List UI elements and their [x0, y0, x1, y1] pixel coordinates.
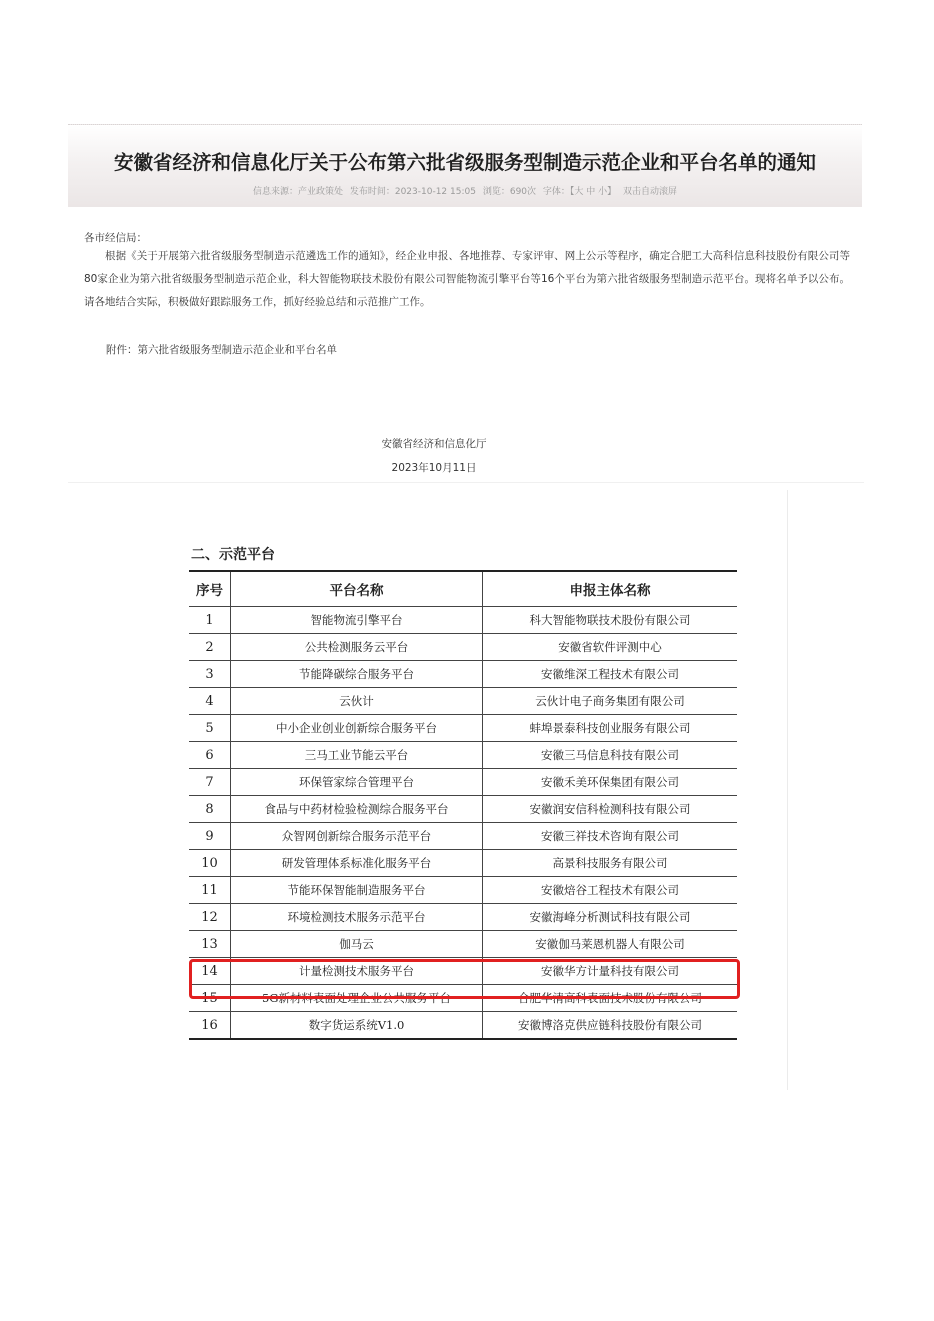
- row-platform: 中小企业创业创新综合服务平台: [231, 715, 483, 742]
- row-company: 安徽维深工程技术有限公司: [483, 661, 738, 688]
- row-seq: 9: [189, 823, 231, 850]
- row-platform: 智能物流引擎平台: [231, 607, 483, 634]
- row-company: 安徽润安信科检测科技有限公司: [483, 796, 738, 823]
- row-company: 安徽三马信息科技有限公司: [483, 742, 738, 769]
- view-count: 浏览：690次: [482, 187, 537, 197]
- salutation: 各市经信局：: [84, 232, 147, 244]
- attachment-link[interactable]: 附件：第六批省级服务型制造示范企业和平台名单: [106, 344, 337, 356]
- table-row: [189, 634, 737, 661]
- table-row: [189, 715, 737, 742]
- table-row: [189, 850, 737, 877]
- table-row: [189, 877, 737, 904]
- row-company: 安徽华方计量科技有限公司: [483, 958, 738, 985]
- table-row: [189, 823, 737, 850]
- table-row: [189, 661, 737, 688]
- row-platform: 环保管家综合管理平台: [231, 769, 483, 796]
- row-platform: 节能环保智能制造服务平台: [231, 877, 483, 904]
- header-company: 申报主体名称: [483, 571, 738, 607]
- font-size-control[interactable]: 字体：【大 中 小】: [542, 187, 617, 197]
- row-seq: 16: [189, 1012, 231, 1040]
- row-seq: 1: [189, 607, 231, 634]
- notice-paragraph: 根据《关于开展第六批省级服务型制造示范遴选工作的通知》，经企业申报、各地推荐、专家评审、网上公示等程序，确定合肥工大高科信息科技股份有限公司等80家企业为第六批省级服务型制造示范企业，科大智能物联技术股份有限公司智能物流引擎平台等16个平台为第六批省级服务型制造示范平台。现将名单予以公布。请各地结合实际，积极做好跟踪服务工作，抓好经验总结和示范推广工作。: [84, 250, 850, 308]
- table-row: [189, 796, 737, 823]
- row-seq: 7: [189, 769, 231, 796]
- row-seq: 15: [189, 985, 231, 1012]
- divider: [68, 482, 864, 483]
- row-platform: 云伙计: [231, 688, 483, 715]
- row-seq: 8: [189, 796, 231, 823]
- article-meta: [68, 184, 862, 197]
- row-seq: 14: [189, 958, 231, 985]
- row-seq: 6: [189, 742, 231, 769]
- row-platform: 数字货运系统V1.0: [231, 1012, 483, 1040]
- row-company: 云伙计电子商务集团有限公司: [483, 688, 738, 715]
- table-row: [189, 607, 737, 634]
- row-company: 安徽三祥技术咨询有限公司: [483, 823, 738, 850]
- row-platform: 公共检测服务云平台: [231, 634, 483, 661]
- row-seq: 13: [189, 931, 231, 958]
- table-header-row: [189, 571, 737, 607]
- row-platform: 食品与中药材检验检测综合服务平台: [231, 796, 483, 823]
- scan-edge-line: [787, 490, 788, 1090]
- row-seq: 5: [189, 715, 231, 742]
- row-company: 安徽焙谷工程技术有限公司: [483, 877, 738, 904]
- table-row: [189, 904, 737, 931]
- table-row: [189, 769, 737, 796]
- row-platform: 研发管理体系标准化服务平台: [231, 850, 483, 877]
- row-company: 科大智能物联技术股份有限公司: [483, 607, 738, 634]
- section-title: 二、示范平台: [191, 547, 275, 563]
- row-seq: 10: [189, 850, 231, 877]
- table-row: [189, 688, 737, 715]
- page-title: 安徽省经济和信息化厅关于公布第六批省级服务型制造示范企业和平台名单的通知: [113, 151, 816, 174]
- row-company: 安徽伽马莱恩机器人有限公司: [483, 931, 738, 958]
- row-platform: 5G新材料表面处理企业公共服务平台: [231, 985, 483, 1012]
- row-seq: 4: [189, 688, 231, 715]
- row-seq: 12: [189, 904, 231, 931]
- table-row: [189, 742, 737, 769]
- row-company: 安徽省软件评测中心: [483, 634, 738, 661]
- row-company: 安徽海峰分析测试科技有限公司: [483, 904, 738, 931]
- table-row: [189, 931, 737, 958]
- header-platform: 平台名称: [231, 571, 483, 607]
- row-seq: 2: [189, 634, 231, 661]
- row-platform: 伽马云: [231, 931, 483, 958]
- row-company: 安徽博洛克供应链科技股份有限公司: [483, 1012, 738, 1040]
- publish-time: 发布时间：2023-10-12 15:05: [349, 187, 476, 197]
- row-company: 合肥华清高科表面技术股份有限公司: [483, 985, 738, 1012]
- row-platform: 众智网创新综合服务示范平台: [231, 823, 483, 850]
- autoscroll-link[interactable]: 双击自动滚屏: [623, 187, 678, 197]
- info-source: 信息来源：产业政策处: [252, 187, 343, 197]
- row-platform: 三马工业节能云平台: [231, 742, 483, 769]
- row-platform: 环境检测技术服务示范平台: [231, 904, 483, 931]
- row-company: 高景科技服务有限公司: [483, 850, 738, 877]
- row-company: 蚌埠景泰科技创业服务有限公司: [483, 715, 738, 742]
- row-seq: 11: [189, 877, 231, 904]
- highlight-box: [189, 959, 740, 999]
- table-row: [189, 1012, 737, 1040]
- row-platform: 计量检测技术服务平台: [231, 958, 483, 985]
- row-platform: 节能降碳综合服务平台: [231, 661, 483, 688]
- signature-date: 2023年10月11日: [391, 462, 477, 474]
- article-header: [68, 124, 862, 207]
- row-company: 安徽禾美环保集团有限公司: [483, 769, 738, 796]
- row-seq: 3: [189, 661, 231, 688]
- header-seq: 序号: [189, 571, 231, 607]
- signature-org: 安徽省经济和信息化厅: [381, 438, 487, 450]
